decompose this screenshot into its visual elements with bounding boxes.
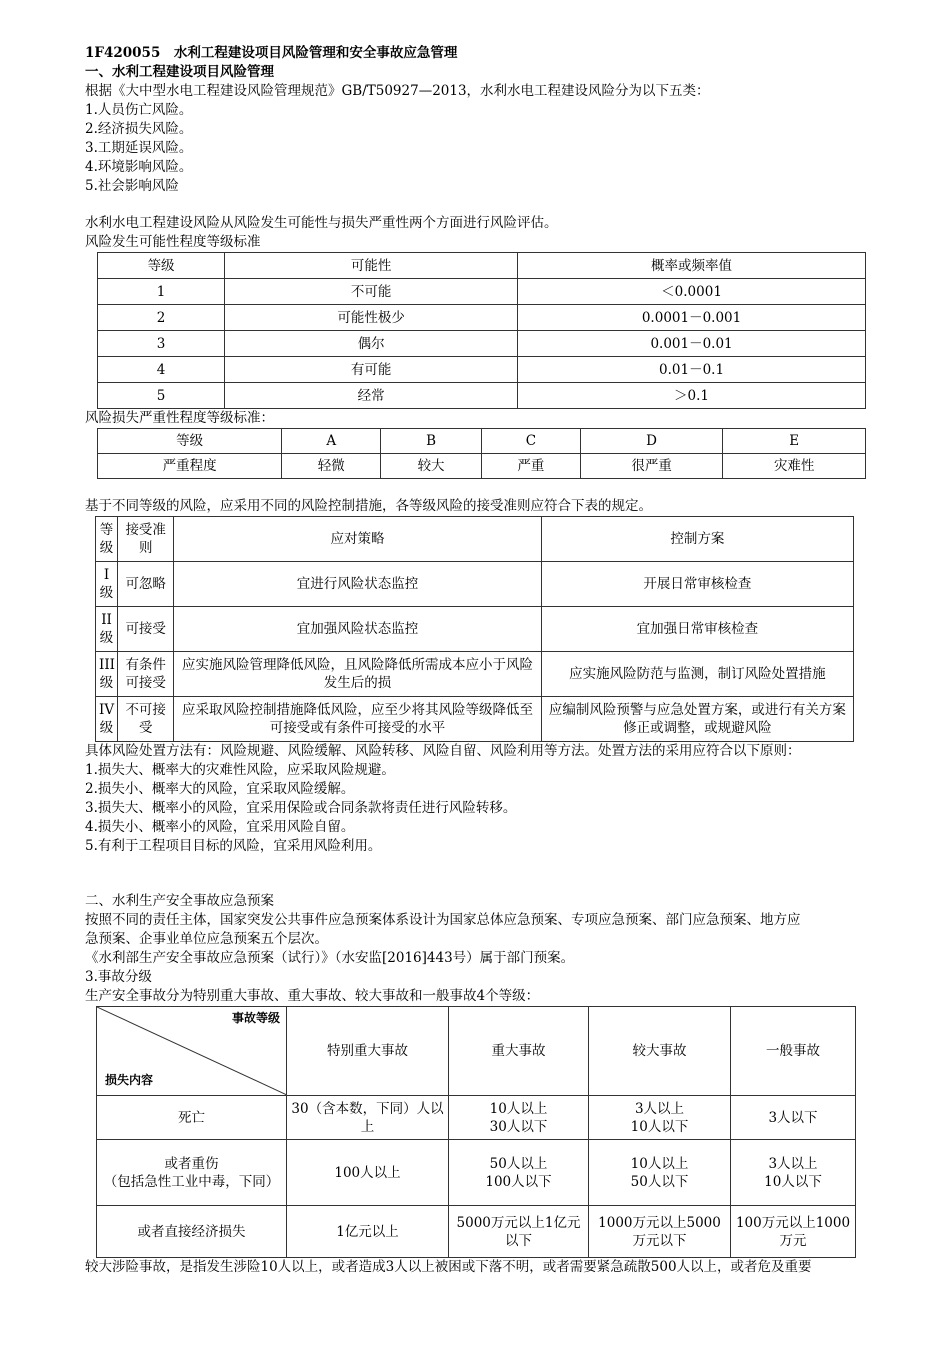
risk-type-item: 3.工期延误风险。: [85, 140, 193, 156]
table-row: [98, 305, 866, 331]
table-header: C: [481, 429, 580, 454]
table-header: 较大事故: [589, 1007, 731, 1096]
table-cell: 有条件可接受: [118, 652, 174, 697]
table-cell: 不可接受: [118, 697, 174, 742]
table-cell: 4: [98, 357, 225, 383]
table-cell: 死亡: [97, 1096, 287, 1140]
table-row: [97, 1206, 856, 1258]
table-cell: 应采取风险控制措施降低风险，应至少将其风险等级降低至可接受或有条件可接受的水平: [174, 697, 541, 742]
table-header-row: [98, 429, 866, 454]
table-cell: 应编制风险预警与应急处置方案，或进行有关方案修正或调整，或规避风险: [541, 697, 853, 742]
table-header: 特别重大事故: [287, 1007, 449, 1096]
table-cell: 宜进行风险状态监控: [174, 562, 541, 607]
table-cell: 3人以上 10人以下: [731, 1140, 856, 1206]
table-cell: 宜加强日常审核检查: [541, 607, 853, 652]
accept-text: 基于不同等级的风险，应采用不同的风险控制措施，各等级风险的接受准则应符合下表的规定。: [85, 498, 652, 514]
intro-text: 根据《大中型水电工程建设风险管理规范》GB/T50927—2013，水利水电工程建设风险分为以下五类：: [85, 83, 710, 99]
table-header: 接受准则: [118, 517, 174, 562]
table-cell: 2: [98, 305, 225, 331]
risk-type-item: 1.人员伤亡风险。: [85, 102, 193, 118]
table-header: 一般事故: [731, 1007, 856, 1096]
accident-grade-title: 3.事故分级: [85, 969, 152, 985]
table-cell: 1亿元以上: [287, 1206, 449, 1258]
diag-top-label: 事故等级: [231, 1011, 280, 1025]
section2-para-line: 按照不同的责任主体，国家突发公共事件应急预案体系设计为国家总体应急预案、专项应急预案、部门应急预案、地方应: [85, 912, 801, 928]
table-header-row: [96, 517, 854, 562]
table-cell: 很严重: [580, 454, 723, 479]
table-cell: 经常: [225, 383, 518, 409]
footer-text: 较大涉险事故，是指发生涉险10人以上，或者造成3人以上被困或下落不明，或者需要紧急疏散500人以上，或者危及重要: [85, 1259, 812, 1275]
table-cell: 可能性极少: [225, 305, 518, 331]
table-cell: II级: [96, 607, 118, 652]
table-cell: 0.001－0.01: [518, 331, 866, 357]
severity-caption: 风险损失严重性程度等级标准：: [85, 410, 274, 426]
method-item: 4.损失小、概率小的风险，宜采用风险自留。: [85, 819, 355, 835]
table-cell: 应实施风险防范与监测，制订风险处置措施: [541, 652, 853, 697]
table-row: [96, 652, 854, 697]
method-item: 3.损失大、概率小的风险，宜采用保险或合同条款将责任进行风险转移。: [85, 800, 517, 816]
table-header: 重大事故: [449, 1007, 589, 1096]
table-cell: 可忽略: [118, 562, 174, 607]
table-cell: IV级: [96, 697, 118, 742]
table-cell: 3: [98, 331, 225, 357]
table-cell: 30（含本数，下同）人以上: [287, 1096, 449, 1140]
table-cell: ＞0.1: [518, 383, 866, 409]
table-cell: 严重: [481, 454, 580, 479]
risk-type-item: 5.社会影响风险: [85, 178, 179, 194]
risk-type-item: 4.环境影响风险。: [85, 159, 193, 175]
table-row: [96, 697, 854, 742]
table-cell: 严重程度: [98, 454, 282, 479]
table-header-row: [98, 253, 866, 279]
table-header: 等级: [98, 429, 282, 454]
table-cell: 灾难性: [723, 454, 866, 479]
table-header: 可能性: [225, 253, 518, 279]
table-row: [97, 1140, 856, 1206]
table-row: [98, 331, 866, 357]
table-header-row: [97, 1007, 856, 1096]
table-cell: 应实施风险管理降低风险，且风险降低所需成本应小于风险发生后的损: [174, 652, 541, 697]
methods-text: 具体风险处置方法有：风险规避、风险缓解、风险转移、风险自留、风险利用等方法。处置方法的采用应符合以下原则：: [85, 743, 801, 759]
method-item: 1.损失大、概率大的灾难性风险，应采取风险规避。: [85, 762, 395, 778]
likelihood-caption: 风险发生可能性程度等级标准: [85, 234, 261, 250]
table-cell: I级: [96, 562, 118, 607]
section2-title: 二、水利生产安全事故应急预案: [85, 893, 274, 909]
accident-table: [96, 1006, 856, 1258]
table-cell: 5: [98, 383, 225, 409]
table-cell: III级: [96, 652, 118, 697]
table-cell: 轻微: [282, 454, 381, 479]
section1-title: 一、水利工程建设项目风险管理: [85, 64, 274, 80]
table-header: D: [580, 429, 723, 454]
table-cell: 偶尔: [225, 331, 518, 357]
table-cell: 宜加强风险状态监控: [174, 607, 541, 652]
table-cell: 100万元以上1000万元: [731, 1206, 856, 1258]
heading: 1F420055 水利工程建设项目风险管理和安全事故应急管理: [85, 45, 458, 61]
diagonal-header: [97, 1007, 287, 1096]
accept-table: [95, 516, 854, 742]
table-header: 概率或频率值: [518, 253, 866, 279]
table-cell: 0.0001－0.001: [518, 305, 866, 331]
table-cell: 或者重伤 （包括急性工业中毒，下同）: [97, 1140, 287, 1206]
table-row: [98, 454, 866, 479]
table-header: E: [723, 429, 866, 454]
table-cell: 1: [98, 279, 225, 305]
risk-type-item: 2.经济损失风险。: [85, 121, 193, 137]
table-cell: 可接受: [118, 607, 174, 652]
table-cell: 100人以上: [287, 1140, 449, 1206]
table-cell: 0.01－0.1: [518, 357, 866, 383]
table-row: [97, 1096, 856, 1140]
likelihood-table: [97, 252, 866, 409]
assess-text: 水利水电工程建设风险从风险发生可能性与损失严重性两个方面进行风险评估。: [85, 215, 558, 231]
table-cell: 1000万元以上5000万元以下: [589, 1206, 731, 1258]
table-header: 等级: [98, 253, 225, 279]
table-cell: 10人以上 50人以下: [589, 1140, 731, 1206]
section2-para-line: 急预案、企事业单位应急预案五个层次。: [85, 931, 328, 947]
table-cell: ＜0.0001: [518, 279, 866, 305]
table-row: [98, 279, 866, 305]
accident-grade-text: 生产安全事故分为特别重大事故、重大事故、较大事故和一般事故4个等级：: [85, 988, 540, 1004]
severity-table: [97, 428, 866, 479]
table-cell: 5000万元以上1亿元以下: [449, 1206, 589, 1258]
table-cell: 或者直接经济损失: [97, 1206, 287, 1258]
table-cell: 不可能: [225, 279, 518, 305]
table-row: [98, 383, 866, 409]
table-row: [98, 357, 866, 383]
table-row: [96, 607, 854, 652]
document-page: [85, 44, 900, 1277]
method-item: 5.有利于工程项目目标的风险，宜采用风险利用。: [85, 838, 382, 854]
table-header: A: [282, 429, 381, 454]
table-cell: 较大: [381, 454, 482, 479]
table-cell: 3人以下: [731, 1096, 856, 1140]
table-cell: 3人以上 10人以下: [589, 1096, 731, 1140]
table-header: B: [381, 429, 482, 454]
table-row: [96, 562, 854, 607]
method-item: 2.损失小、概率大的风险，宜采取风险缓解。: [85, 781, 355, 797]
table-header: 控制方案: [541, 517, 853, 562]
table-cell: 有可能: [225, 357, 518, 383]
section2-para-2: 《水利部生产安全事故应急预案（试行）》（水安监[2016]443号）属于部门预案。: [85, 950, 575, 966]
diag-bottom-label: 损失内容: [105, 1073, 154, 1087]
table-header: 应对策略: [174, 517, 541, 562]
table-cell: 开展日常审核检查: [541, 562, 853, 607]
table-cell: 10人以上 30人以下: [449, 1096, 589, 1140]
table-cell: 50人以上 100人以下: [449, 1140, 589, 1206]
table-header: 等级: [96, 517, 118, 562]
